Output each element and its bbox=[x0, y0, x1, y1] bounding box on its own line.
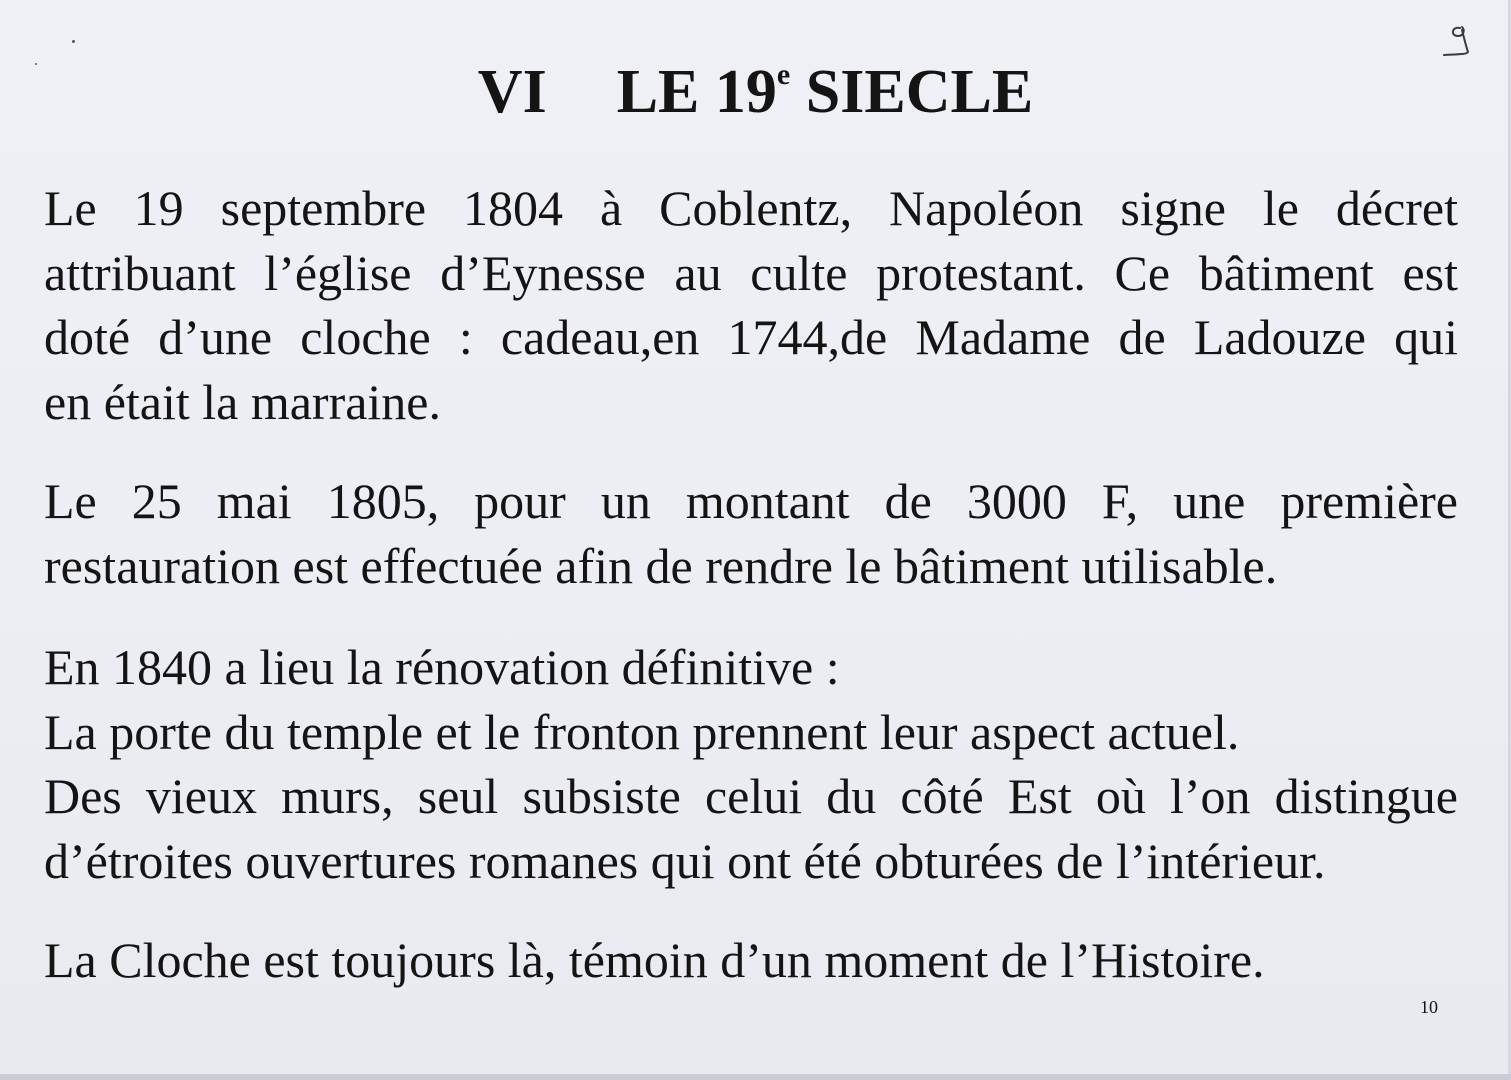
page-title bbox=[0, 52, 1511, 132]
title-superscript: e bbox=[776, 58, 791, 91]
paragraph-line: La Cloche est toujours là, témoin d’un moment de l’Histoire. bbox=[44, 932, 1265, 988]
title-text-end: SIECLE bbox=[790, 58, 1034, 126]
paragraph-line: En 1840 a lieu la rénovation définitive : bbox=[44, 639, 840, 695]
paragraph-line: Des vieux murs, seul subsiste celui du côté Est où l’on distingue bbox=[44, 768, 1458, 824]
paragraph-line: La porte du temple et le fronton prennent leur aspect actuel. bbox=[44, 703, 1240, 760]
paragraph-bell bbox=[44, 928, 1458, 993]
paragraph-first-restoration bbox=[44, 469, 1458, 598]
paragraph-line: Le 25 mai 1805, pour un montant de 3000 F, une première bbox=[44, 473, 1458, 529]
paragraph-napoleon-decree bbox=[44, 176, 1458, 434]
title-text: LE 19 bbox=[616, 58, 777, 126]
paragraph-renovation-1840 bbox=[44, 635, 1458, 893]
paragraph-line: attribuant l’église d’Eynesse au culte protestant. Ce bâtiment est bbox=[44, 244, 1458, 301]
paragraph-line: restauration est effectuée afin de rendre le bâtiment utilisable. bbox=[44, 537, 1278, 594]
page-bottom-edge bbox=[0, 1074, 1511, 1080]
ink-speck bbox=[72, 40, 75, 43]
page-number: 10 bbox=[1420, 997, 1438, 1017]
chapter-number: VI bbox=[477, 58, 547, 126]
paragraph-line: d’étroites ouvertures romanes qui ont été obturées de l’intérieur. bbox=[44, 832, 1326, 889]
paragraph-line: doté d’une cloche : cadeau,en 1744,de Madame de Ladouze qui bbox=[44, 309, 1458, 365]
paragraph-line: Le 19 septembre 1804 à Coblentz, Napoléon signe le décret bbox=[44, 180, 1458, 236]
paragraph-line: en était la marraine. bbox=[44, 373, 441, 430]
